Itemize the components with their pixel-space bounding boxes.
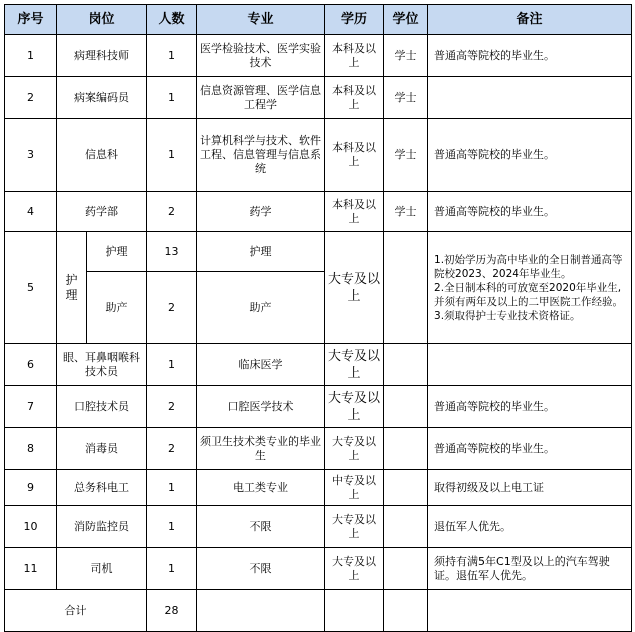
major-cell: 须卫生技术类专业的毕业生 <box>197 428 325 470</box>
position-cell: 病理科技师 <box>57 35 147 77</box>
seq-cell: 11 <box>5 548 57 590</box>
notes-cell: 须持有满5年C1型及以上的汽车驾驶证。退伍军人优先。 <box>428 548 632 590</box>
major-cell: 助产 <box>197 272 325 344</box>
count-cell: 2 <box>147 192 197 232</box>
education-cell: 大专及以上 <box>325 548 384 590</box>
major-cell: 计算机科学与技术、软件工程、信息管理与信息系统 <box>197 119 325 192</box>
count-cell: 1 <box>147 470 197 506</box>
education-cell: 大专及以上 <box>325 386 384 428</box>
major-cell: 不限 <box>197 506 325 548</box>
position-cell: 病案编码员 <box>57 77 147 119</box>
header-degree: 学位 <box>384 5 428 35</box>
degree-cell: 学士 <box>384 35 428 77</box>
group-cell <box>57 232 87 344</box>
table-row-nursing <box>5 232 632 272</box>
notes-cell: 普通高等院校的毕业生。 <box>428 192 632 232</box>
seq-cell: 3 <box>5 119 57 192</box>
notes-cell <box>428 77 632 119</box>
header-seq: 序号 <box>5 5 57 35</box>
position-cell: 消防监控员 <box>57 506 147 548</box>
table-row <box>5 35 632 77</box>
seq-cell: 4 <box>5 192 57 232</box>
degree-cell <box>384 386 428 428</box>
header-position: 岗位 <box>57 5 147 35</box>
count-cell: 2 <box>147 428 197 470</box>
count-cell: 2 <box>147 272 197 344</box>
notes-cell: 普通高等院校的毕业生。 <box>428 119 632 192</box>
degree-cell: 学士 <box>384 77 428 119</box>
seq-cell: 1 <box>5 35 57 77</box>
degree-cell <box>384 344 428 386</box>
position-cell: 眼、耳鼻咽喉科技术员 <box>57 344 147 386</box>
seq-cell: 10 <box>5 506 57 548</box>
table-row <box>5 506 632 548</box>
position-cell: 助产 <box>87 272 147 344</box>
total-row <box>5 590 632 632</box>
total-degree-empty <box>384 590 428 632</box>
major-cell: 信息资源管理、医学信息工程学 <box>197 77 325 119</box>
position-cell: 口腔技术员 <box>57 386 147 428</box>
degree-cell <box>384 232 428 344</box>
major-cell: 护理 <box>197 232 325 272</box>
table-row <box>5 428 632 470</box>
position-cell: 护理 <box>87 232 147 272</box>
notes-cell: 普通高等院校的毕业生。 <box>428 386 632 428</box>
seq-cell: 2 <box>5 77 57 119</box>
header-education: 学历 <box>325 5 384 35</box>
table-row <box>5 548 632 590</box>
table-row <box>5 119 632 192</box>
major-cell: 临床医学 <box>197 344 325 386</box>
seq-cell: 9 <box>5 470 57 506</box>
table-row <box>5 192 632 232</box>
count-cell: 1 <box>147 35 197 77</box>
major-cell: 医学检验技术、医学实验技术 <box>197 35 325 77</box>
table-row <box>5 77 632 119</box>
major-cell: 药学 <box>197 192 325 232</box>
count-cell: 1 <box>147 506 197 548</box>
seq-cell: 8 <box>5 428 57 470</box>
degree-cell <box>384 548 428 590</box>
header-major: 专业 <box>197 5 325 35</box>
total-label: 合计 <box>5 590 147 632</box>
degree-cell: 学士 <box>384 119 428 192</box>
degree-cell <box>384 428 428 470</box>
notes-cell: 1.初始学历为高中毕业的全日制普通高等院校2023、2024年毕业生。 2.全日制本科的可放宽至2020年毕业生,并须有两年及以上的二甲医院工作经验。 3.须取得护士专业技术资格证。 <box>428 232 632 344</box>
education-cell: 本科及以上 <box>325 77 384 119</box>
education-cell: 大专及以上 <box>325 232 384 344</box>
table-row <box>5 386 632 428</box>
position-cell: 信息科 <box>57 119 147 192</box>
degree-cell: 学士 <box>384 192 428 232</box>
table-row <box>5 470 632 506</box>
header-row <box>5 5 632 35</box>
notes-cell: 取得初级及以上电工证 <box>428 470 632 506</box>
major-cell: 口腔医学技术 <box>197 386 325 428</box>
notes-cell: 普通高等院校的毕业生。 <box>428 428 632 470</box>
position-cell: 药学部 <box>57 192 147 232</box>
education-cell: 中专及以上 <box>325 470 384 506</box>
notes-cell <box>428 344 632 386</box>
seq-cell: 5 <box>5 232 57 344</box>
seq-cell: 6 <box>5 344 57 386</box>
education-cell: 大专及以上 <box>325 428 384 470</box>
education-cell: 大专及以上 <box>325 506 384 548</box>
degree-cell <box>384 470 428 506</box>
degree-cell <box>384 506 428 548</box>
seq-cell: 7 <box>5 386 57 428</box>
header-count: 人数 <box>147 5 197 35</box>
count-cell: 13 <box>147 232 197 272</box>
notes-cell: 普通高等院校的毕业生。 <box>428 35 632 77</box>
recruitment-table <box>4 4 632 632</box>
count-cell: 1 <box>147 344 197 386</box>
count-cell: 1 <box>147 119 197 192</box>
count-cell: 1 <box>147 77 197 119</box>
group-label: 护理 <box>65 272 78 302</box>
education-cell: 本科及以上 <box>325 192 384 232</box>
education-cell: 本科及以上 <box>325 35 384 77</box>
count-cell: 1 <box>147 548 197 590</box>
position-cell: 总务科电工 <box>57 470 147 506</box>
position-cell: 消毒员 <box>57 428 147 470</box>
total-major-empty <box>197 590 325 632</box>
count-cell: 2 <box>147 386 197 428</box>
education-cell: 大专及以上 <box>325 344 384 386</box>
total-count: 28 <box>147 590 197 632</box>
major-cell: 不限 <box>197 548 325 590</box>
notes-cell: 退伍军人优先。 <box>428 506 632 548</box>
header-notes: 备注 <box>428 5 632 35</box>
education-cell: 本科及以上 <box>325 119 384 192</box>
major-cell: 电工类专业 <box>197 470 325 506</box>
total-notes-empty <box>428 590 632 632</box>
position-cell: 司机 <box>57 548 147 590</box>
total-education-empty <box>325 590 384 632</box>
table-row <box>5 344 632 386</box>
